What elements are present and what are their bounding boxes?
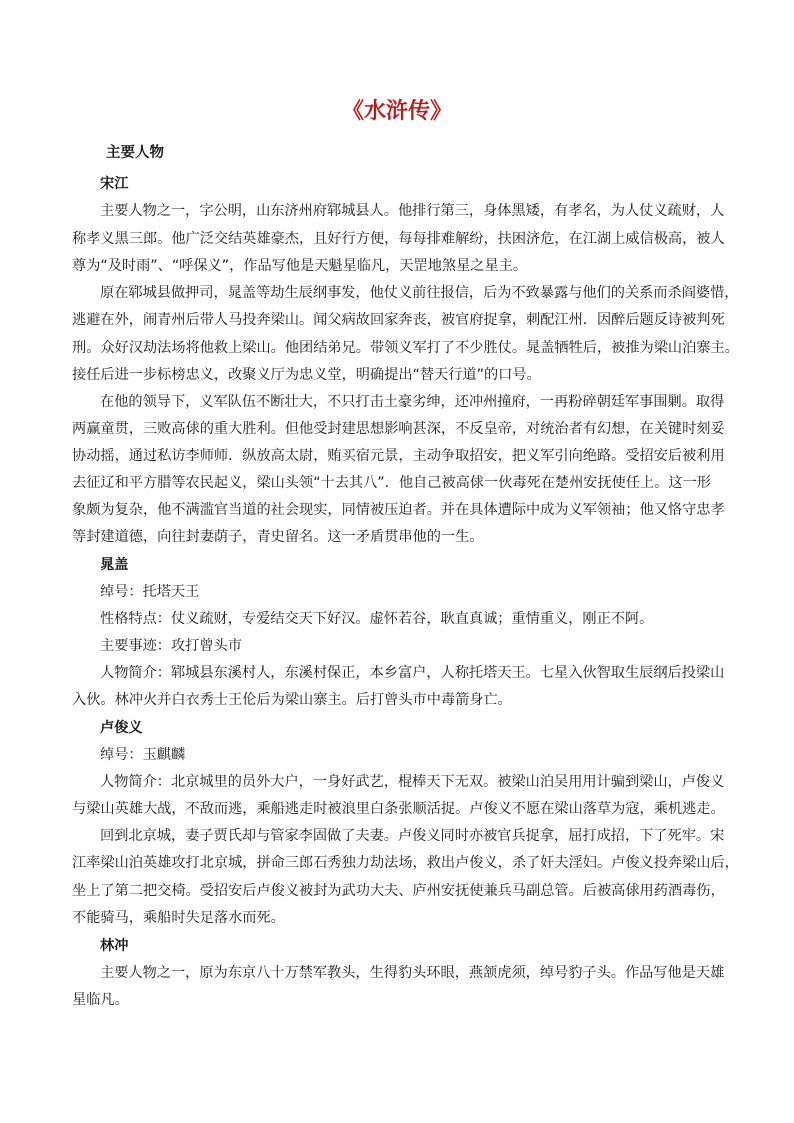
paragraph-line: 不能骑马，乘船时失足落水而死。 bbox=[72, 910, 285, 926]
paragraph-line: 协动摇，通过私访李师师．纵放高太尉，贿买宿元景，主动争取招安，把义军引向绝路。受招安后被利用 bbox=[72, 448, 725, 464]
paragraph-line: 主要人物之一，原为东京八十万禁军教头，生得豹头环眼，燕颔虎须，绰号豹子头。作品写他是天雄 bbox=[100, 965, 725, 981]
paragraph-line: 入伙。林冲火并白衣秀士王伦后为梁山寨主。后打曾头市中毒箭身亡。 bbox=[72, 692, 512, 708]
paragraph-line: 象颇为复杂，他不满滥官当道的社会现实，同情被压迫者。并在具体遭际中成为义军领袖；他又恪守忠孝 bbox=[72, 502, 725, 518]
paragraph-line: 逃避在外，闹青州后带人马投奔梁山。闻父病故回家奔丧，被官府捉拿，刺配江州．因醉后题反诗被判死 bbox=[72, 312, 725, 328]
paragraph-line: 绰号：玉麒麟 bbox=[100, 747, 186, 763]
section-heading: 主要人物 bbox=[106, 145, 164, 161]
character-heading-chaogai: 晁盖 bbox=[100, 557, 129, 573]
paragraph-line: 在他的领导下，义军队伍不断壮大，不只打击土豪劣绅，还冲州撞府，一再粉碎朝廷军事围剿。取得 bbox=[100, 394, 725, 410]
paragraph-line: 去征辽和平方腊等农民起义，梁山头领“十去其八”．他自己被高俅一伙毒死在楚州安抚使任上。这一形 bbox=[72, 475, 711, 491]
paragraph-line: 与梁山英雄大战，不敌而逃，乘船逃走时被浪里白条张顺活捉。卢俊义不愿在梁山落草为寇，乘机逃走。 bbox=[72, 801, 725, 817]
character-heading-linchong: 林冲 bbox=[100, 938, 129, 954]
paragraph-line: 江率梁山泊英雄攻打北京城，拼命三郎石秀独力劫法场，救出卢俊义，杀了奸夫淫妇。卢俊义投奔梁山后， bbox=[72, 855, 739, 871]
paragraph-line: 绰号：托塔天王 bbox=[100, 584, 200, 600]
paragraph-line: 尊为“及时雨”、“呼保义”，作品写他是天魁星临凡，天罡地煞星之星主。 bbox=[72, 258, 528, 274]
paragraph-line: 等封建道德，向往封妻荫子，青史留名。这一矛盾贯串他的一生。 bbox=[72, 529, 484, 545]
paragraph-line: 主要人物之一，字公明，山东济州府郓城县人。他排行第三，身体黑矮，有孝名，为人仗义疏财，人 bbox=[100, 203, 725, 219]
paragraph-line: 原在郓城县做押司，晁盖等劫生辰纲事发，他仗义前往报信，后为不致暴露与他们的关系而杀阎婆惜， bbox=[100, 285, 739, 301]
document-title: 《水浒传》 bbox=[341, 98, 452, 124]
paragraph-line: 人物简介：北京城里的员外大户，一身好武艺，棍棒天下无双。被梁山泊吴用用计骗到梁山，卢俊义 bbox=[100, 774, 725, 790]
paragraph-line: 主要事迹：攻打曾头市 bbox=[100, 638, 242, 654]
paragraph-line: 坐上了第二把交椅。受招安后卢俊义被封为武功大夫、庐州安抚使兼兵马副总管。后被高俅用药酒毒伤， bbox=[72, 883, 725, 899]
paragraph-line: 两赢童贯，三败高俅的重大胜利。但他受封建思想影响甚深，不反皇帝，对统治者有幻想，在关键时刻妥 bbox=[72, 421, 725, 437]
paragraph-line: 刑。众好汉劫法场将他救上梁山。他团结弟兄。带领义军打了不少胜仗。晁盖牺牲后，被推为梁山泊寨主。 bbox=[72, 340, 739, 356]
paragraph-line: 接任后进一步标榜忠义，改聚义厅为忠义堂，明确提出“替天行道”的口号。 bbox=[72, 367, 541, 383]
character-heading-lujunyi: 卢俊义 bbox=[100, 720, 143, 736]
paragraph-line: 称孝义黑三郎。他广泛交结英雄豪杰，且好行方便，每每排难解纷，扶困济危，在江湖上威信极高，被人 bbox=[72, 231, 725, 247]
paragraph-line: 回到北京城，妻子贾氏却与管家李固做了夫妻。卢俊义同时亦被官兵捉拿，屈打成招，下了死牢。宋 bbox=[100, 828, 725, 844]
paragraph-line: 性格特点：仗义疏财，专爱结交天下好汉。虚怀若谷，耿直真诚；重情重义，刚正不阿。 bbox=[100, 611, 654, 627]
paragraph-line: 人物简介：郓城县东溪村人，东溪村保正，本乡富户，人称托塔天王。七星入伙智取生辰纲后投梁山 bbox=[100, 665, 725, 681]
character-heading-songjiang: 宋江 bbox=[100, 176, 129, 192]
paragraph-line: 星临凡。 bbox=[72, 992, 129, 1008]
